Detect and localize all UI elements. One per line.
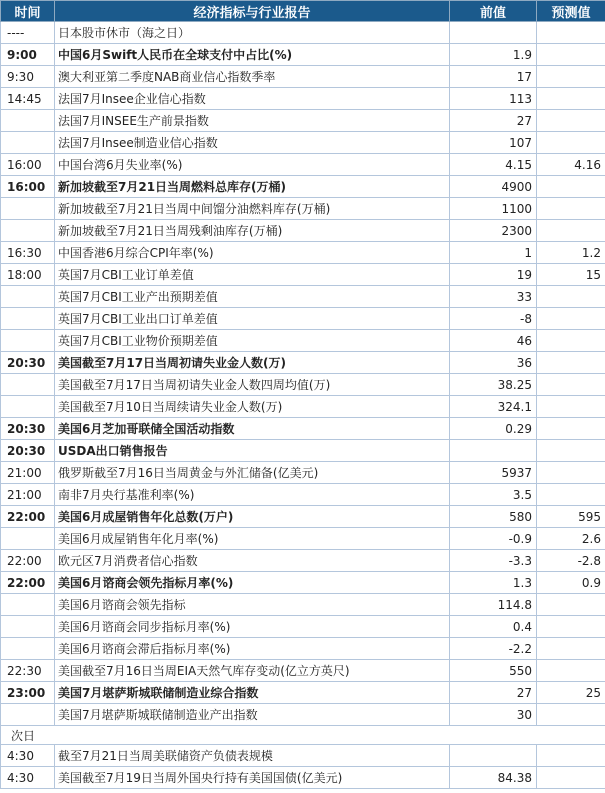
previous-cell: 324.1 [450,396,537,418]
indicator-cell: 英国7月CBI工业订单差值 [55,264,450,286]
forecast-cell: 4.16 [537,154,605,176]
previous-cell: 33 [450,286,537,308]
indicator-cell: 美国7月堪萨斯城联储制造业产出指数 [55,704,450,726]
indicator-cell: 法国7月Insee制造业信心指数 [55,132,450,154]
table-row [1,352,605,374]
indicator-cell: 英国7月CBI工业物价预期差值 [55,330,450,352]
time-cell [1,528,55,550]
table-row [1,176,605,198]
next-day-rows [1,726,605,789]
time-cell: 20:30 [1,418,55,440]
header-indicator: 经济指标与行业报告 [55,1,450,22]
time-cell: 16:00 [1,154,55,176]
time-cell: 14:45 [1,88,55,110]
table-row [1,44,605,66]
indicator-cell: 美国7月堪萨斯城联储制造业综合指数 [55,682,450,704]
previous-cell: 114.8 [450,594,537,616]
table-row [1,440,605,462]
forecast-cell: 595 [537,506,605,528]
indicator-cell: 新加坡截至7月21日当周残剩油库存(万桶) [55,220,450,242]
indicator-cell: 新加坡截至7月21日当周燃料总库存(万桶) [55,176,450,198]
forecast-cell [537,176,605,198]
forecast-cell [537,616,605,638]
time-cell: 16:00 [1,176,55,198]
time-cell: 9:00 [1,44,55,66]
indicator-cell: 美国6月谘商会同步指标月率(%) [55,616,450,638]
forecast-cell [537,44,605,66]
previous-cell: -0.9 [450,528,537,550]
previous-cell: -3.3 [450,550,537,572]
time-cell: 16:30 [1,242,55,264]
time-cell: 20:30 [1,352,55,374]
forecast-cell [537,594,605,616]
indicator-cell: 俄罗斯截至7月16日当周黄金与外汇储备(亿美元) [55,462,450,484]
time-cell: 22:30 [1,660,55,682]
indicator-cell: 法国7月Insee企业信心指数 [55,88,450,110]
table-row [1,660,605,682]
previous-cell: 5937 [450,462,537,484]
time-cell: 4:30 [1,745,55,767]
indicator-cell: 法国7月INSEE生产前景指数 [55,110,450,132]
table-row [1,594,605,616]
table-row [1,154,605,176]
forecast-cell [537,352,605,374]
indicator-cell: 美国截至7月19日当周外国央行持有美国国债(亿美元) [55,767,450,789]
previous-cell: 550 [450,660,537,682]
previous-cell: 1 [450,242,537,264]
previous-cell: 19 [450,264,537,286]
previous-cell: -8 [450,308,537,330]
indicator-cell: 新加坡截至7月21日当周中间馏分油燃料库存(万桶) [55,198,450,220]
time-cell: 20:30 [1,440,55,462]
table-row [1,767,605,789]
forecast-cell [537,462,605,484]
forecast-cell [537,418,605,440]
time-cell [1,308,55,330]
previous-cell: 107 [450,132,537,154]
forecast-cell [537,704,605,726]
table-row [1,242,605,264]
indicator-cell: 英国7月CBI工业出口订单差值 [55,308,450,330]
previous-cell: 27 [450,682,537,704]
previous-cell: 4900 [450,176,537,198]
forecast-cell [537,374,605,396]
indicator-cell: 美国截至7月17日当周初请失业金人数(万) [55,352,450,374]
forecast-cell: 15 [537,264,605,286]
previous-cell: 84.38 [450,767,537,789]
time-cell: 22:00 [1,550,55,572]
table-row [1,308,605,330]
indicator-cell: 英国7月CBI工业产出预期差值 [55,286,450,308]
table-header-row [1,1,605,22]
main-rows [1,22,605,726]
table-row [1,374,605,396]
table-row [1,330,605,352]
table-row [1,462,605,484]
previous-cell: 1.3 [450,572,537,594]
time-cell [1,616,55,638]
indicator-cell: 美国截至7月16日当周EIA天然气库存变动(亿立方英尺) [55,660,450,682]
forecast-cell: 25 [537,682,605,704]
previous-cell [450,745,537,767]
time-cell [1,374,55,396]
forecast-cell [537,638,605,660]
indicator-cell: 美国6月成屋销售年化月率(%) [55,528,450,550]
forecast-cell [537,286,605,308]
table-row [1,550,605,572]
indicator-cell: 美国截至7月10日当周续请失业金人数(万) [55,396,450,418]
previous-cell [450,440,537,462]
table-row [1,745,605,767]
next-day-separator-row [1,726,605,745]
indicator-cell: 澳大利亚第二季度NAB商业信心指数季率 [55,66,450,88]
forecast-cell [537,440,605,462]
time-cell [1,396,55,418]
previous-cell: 46 [450,330,537,352]
indicator-cell: 南非7月央行基准利率(%) [55,484,450,506]
previous-cell: -2.2 [450,638,537,660]
time-cell: 23:00 [1,682,55,704]
table-row [1,638,605,660]
forecast-cell [537,110,605,132]
previous-cell: 36 [450,352,537,374]
indicator-cell: 欧元区7月消费者信心指数 [55,550,450,572]
indicator-cell: 美国6月谘商会领先指标 [55,594,450,616]
previous-cell: 3.5 [450,484,537,506]
indicator-cell: 美国截至7月17日当周初请失业金人数四周均值(万) [55,374,450,396]
table-row [1,110,605,132]
table-row [1,506,605,528]
previous-cell: 1100 [450,198,537,220]
indicator-cell: 中国香港6月综合CPI年率(%) [55,242,450,264]
previous-cell: 580 [450,506,537,528]
table-row [1,616,605,638]
table-row [1,418,605,440]
time-cell: 18:00 [1,264,55,286]
previous-cell: 1.9 [450,44,537,66]
table-row [1,286,605,308]
forecast-cell [537,484,605,506]
indicator-cell: 美国6月谘商会领先指标月率(%) [55,572,450,594]
previous-cell: 0.4 [450,616,537,638]
forecast-cell [537,66,605,88]
previous-cell: 38.25 [450,374,537,396]
indicator-cell: 截至7月21日当周美联储资产负债表规模 [55,745,450,767]
forecast-cell: 0.9 [537,572,605,594]
time-cell [1,132,55,154]
forecast-cell [537,660,605,682]
time-cell: 22:00 [1,506,55,528]
previous-cell: 30 [450,704,537,726]
previous-cell [450,22,537,44]
time-cell: 21:00 [1,484,55,506]
indicator-cell: USDA出口销售报告 [55,440,450,462]
time-cell: 21:00 [1,462,55,484]
indicator-cell: 日本股市休市（海之日） [55,22,450,44]
time-cell [1,198,55,220]
time-cell [1,638,55,660]
indicator-cell: 美国6月成屋销售年化总数(万户) [55,506,450,528]
time-cell [1,220,55,242]
previous-cell: 17 [450,66,537,88]
time-cell [1,330,55,352]
header-forecast: 预测值 [537,1,605,22]
forecast-cell [537,88,605,110]
time-cell: 22:00 [1,572,55,594]
forecast-cell [537,198,605,220]
previous-cell: 2300 [450,220,537,242]
forecast-cell [537,745,605,767]
forecast-cell: 1.2 [537,242,605,264]
header-previous: 前值 [450,1,537,22]
table-row [1,66,605,88]
previous-cell: 4.15 [450,154,537,176]
time-cell [1,704,55,726]
indicator-cell: 中国6月Swift人民币在全球支付中占比(%) [55,44,450,66]
table-row [1,264,605,286]
forecast-cell [537,220,605,242]
table-row [1,528,605,550]
table-row [1,396,605,418]
table-row [1,198,605,220]
indicator-cell: 美国6月谘商会滞后指标月率(%) [55,638,450,660]
time-cell [1,110,55,132]
indicator-cell: 中国台湾6月失业率(%) [55,154,450,176]
header-time: 时间 [1,1,55,22]
table-row [1,88,605,110]
next-day-label: 次日 [1,726,605,745]
table-row [1,22,605,44]
forecast-cell: -2.8 [537,550,605,572]
time-cell [1,594,55,616]
forecast-cell: 2.6 [537,528,605,550]
forecast-cell [537,330,605,352]
time-cell: 9:30 [1,66,55,88]
forecast-cell [537,132,605,154]
previous-cell: 0.29 [450,418,537,440]
previous-cell: 113 [450,88,537,110]
time-cell: 4:30 [1,767,55,789]
forecast-cell [537,396,605,418]
indicator-cell: 美国6月芝加哥联储全国活动指数 [55,418,450,440]
forecast-cell [537,767,605,789]
time-cell [1,286,55,308]
table-row [1,682,605,704]
forecast-cell [537,308,605,330]
previous-cell: 27 [450,110,537,132]
table-row [1,132,605,154]
table-row [1,484,605,506]
table-row [1,572,605,594]
table-row [1,704,605,726]
table-row [1,220,605,242]
time-cell: ---- [1,22,55,44]
forecast-cell [537,22,605,44]
